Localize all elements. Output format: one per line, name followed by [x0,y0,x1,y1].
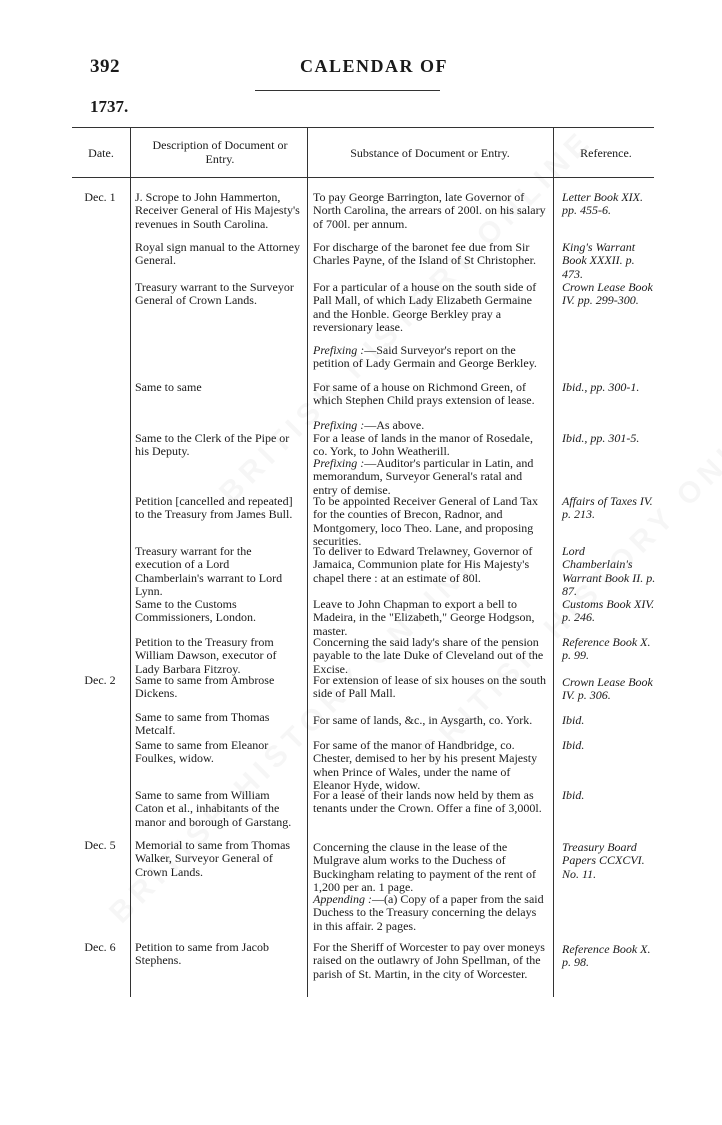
entry-reference: Reference Book X. p. 98. [562,942,651,970]
entry-reference: King's Warrant Book XXXII. p. 473. [562,240,636,281]
entry-reference: Treasury Board Papers CCXCVI. No. 11. [562,840,645,881]
entry-substance: Leave to John Chapman to export a bell to Madeira, in the "Elizabeth," George Hodgson, master. [313,597,535,638]
entry-substance: To pay George Barrington, late Governor of North Carolina, the arrears of 200l. on his salary of 700l. per annum. [313,190,546,231]
entry-description: Memorial to same from Thomas Walker, Surveyor General of Crown Lands. [135,838,291,879]
entry-substance: For discharge of the baronet fee due from Sir Charles Payne, of the Island of St Christopher. [313,240,536,268]
entry-description: Same to the Clerk of the Pipe or his Deputy. [135,431,290,459]
entry-date: Dec. 5 [84,838,116,852]
entry-substance: To be appointed Receiver General of Land Tax for the counties of Brecon, Radnor, and Montgomery, loco Theo. Lane, and proposing securities. [313,494,539,548]
prefix-label: Prefixing : [313,418,365,432]
page-number: 392 [90,56,120,77]
entry-reference: Ibid. [562,738,585,752]
entry-reference: Crown Lease Book IV. p. 306. [562,675,653,703]
entry-reference: Crown Lease Book IV. pp. 299-300. [562,280,653,308]
entry-reference: Ibid. [562,713,585,727]
entry-description: Same to the Customs Commissioners, London. [135,597,257,625]
header-rule [255,90,440,91]
entry-date: Dec. 1 [84,190,116,204]
entry-description: Treasury warrant for the execution of a Lord Chamberlain's warrant to Lord Lynn. [135,544,283,598]
entry-reference: Ibid. [562,788,585,802]
prefix-label: Prefixing : [313,456,365,470]
entry-substance: For a particular of a house on the south side of Pall Mall, of which Lady Elizabeth Germaine and the Honble. George Berkley pray a reversionary lease. [313,280,537,334]
entry-prefix [313,457,548,497]
entry-substance: For a lease of their lands now held by them as tenants under the Crown. Offer a fine of 3,000l. [313,788,542,816]
entry-reference: Ibid., pp. 300-1. [562,380,640,394]
column-divider [553,127,554,997]
entry-substance: Concerning the said lady's share of the pension payable to the late Duke of Cleveland out of the Excise. [313,635,544,676]
entry-description: Petition to the Treasury from William Dawson, executor of Lady Barbara Fitzroy. [135,635,277,676]
entry-description: Same to same from Thomas Metcalf. [135,710,270,738]
column-header-substance: Substance of Document or Entry. [350,146,510,160]
entry-prefix [313,893,548,933]
table-header-rule [72,177,654,178]
prefix-text: —As above. [364,418,425,432]
entry-prefix [313,344,548,371]
entry-substance: For a lease of lands in the manor of Rosedale, co. York, to John Weatherill. [313,431,533,459]
entry-description: J. Scrope to John Hammerton, Receiver General of His Majesty's revenues in South Carolina. [135,190,300,231]
entry-description: Treasury warrant to the Surveyor General of Crown Lands. [135,280,294,308]
entry-substance: For same of lands, &c., in Aysgarth, co. York. [313,713,533,727]
entry-description: Same to same [135,380,202,394]
entry-description: Same to same from William Caton et al., inhabitants of the manor and borough of Garstang. [135,788,292,829]
entry-substance: For the Sheriff of Worcester to pay over moneys raised on the outlawry of John Spellman, of the parish of St. Martin, in the city of Worcester. [313,940,545,981]
year-heading: 1737. [90,97,129,116]
column-divider [307,127,308,997]
column-header-date: Date. [88,146,114,160]
entry-reference: Letter Book XIX. pp. 455-6. [562,190,643,218]
entry-date: Dec. 2 [84,673,116,687]
entry-substance: For same of a house on Richmond Green, of which Stephen Child prays extension of lease. [313,380,535,408]
entry-reference: Lord Chamberlain's Warrant Book II. p. 87. [562,544,656,598]
entry-reference: Affairs of Taxes IV. p. 213. [562,494,653,522]
prefix-text: —(a) Copy of a paper from the said Duchess to the Treasury concerning the delays in this affair. 2 pages. [313,892,544,933]
entry-substance: Concerning the clause in the lease of the Mulgrave alum works to the Duchess of Buckingham relating to payment of the rent of 1,200 per an. 1 page. [313,840,536,894]
entry-description: Same to same from Ambrose Dickens. [135,673,275,701]
entry-reference: Customs Book XIV. p. 246. [562,597,655,625]
column-header-description: Description of Document or Entry. [152,138,288,166]
prefix-text: —Said Surveyor's report on the petition of Lady Germain and George Berkley. [313,343,537,371]
entry-description: Petition [cancelled and repeated] to the Treasury from James Bull. [135,494,293,522]
running-title: CALENDAR OF [300,56,449,76]
entry-description: Same to same from Eleanor Foulkes, widow. [135,738,269,766]
entry-substance: To deliver to Edward Trelawney, Governor of Jamaica, Communion plate for His Majesty's chapel there : at an estimate of 80l. [313,544,533,585]
prefix-label: Appending : [313,892,372,906]
entry-substance: For extension of lease of six houses on the south side of Pall Mall. [313,673,546,701]
entry-description: Royal sign manual to the Attorney General. [135,240,300,268]
prefix-text: —Auditor's particular in Latin, and memorandum, Surveyor General's ratal and entry of demise. [313,456,534,497]
entry-description: Petition to same from Jacob Stephens. [135,940,269,968]
table-top-rule [72,127,654,128]
column-divider [130,127,131,997]
entry-substance: For same of the manor of Handbridge, co. Chester, demised to her by his present Majesty when Prince of Wales, under the name of Eleanor Hyde, widow. [313,738,538,792]
entry-reference: Reference Book X. p. 99. [562,635,651,663]
column-header-reference: Reference. [580,146,632,160]
prefix-label: Prefixing : [313,343,365,357]
entry-date: Dec. 6 [84,940,116,954]
entry-reference: Ibid., pp. 301-5. [562,431,640,445]
